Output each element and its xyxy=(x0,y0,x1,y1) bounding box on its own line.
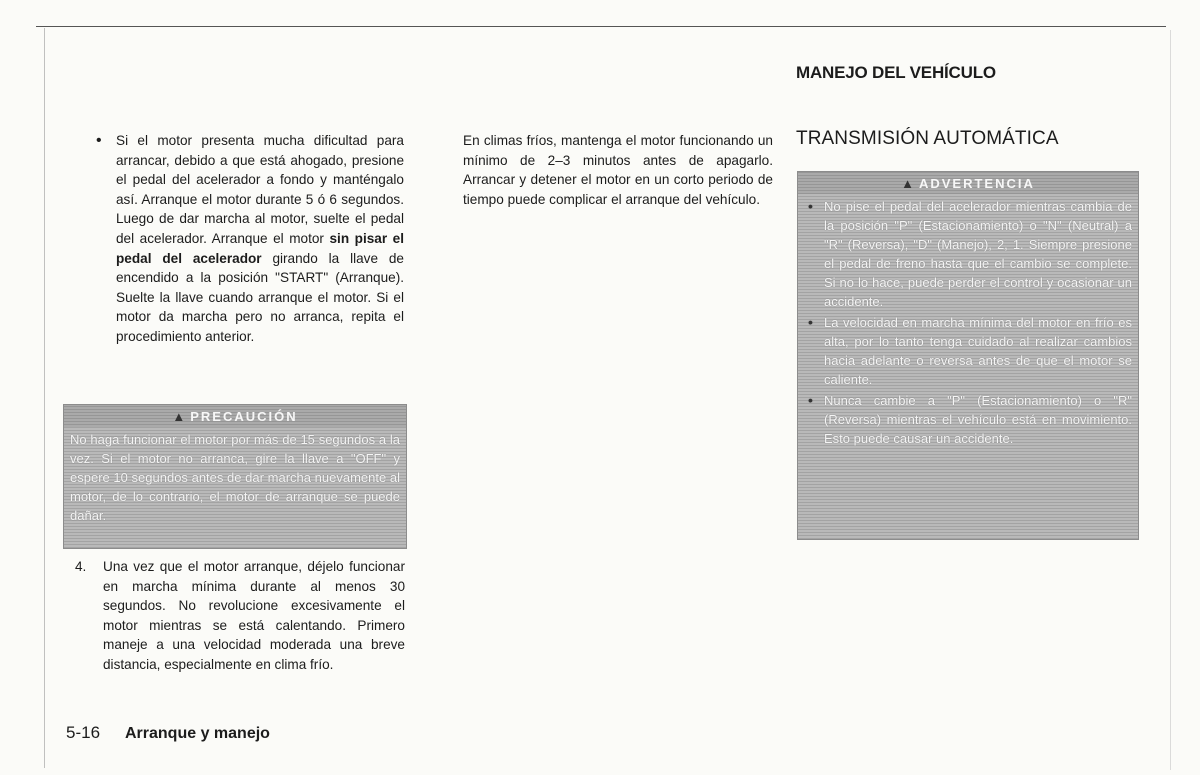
section-title: TRANSMISIÓN AUTOMÁTICA xyxy=(796,128,1059,149)
list-item-text: Una vez que el motor arranque, déjelo funcionar en marcha mínima durante al menos 30 segundos. No revolucione excesivamente el motor mientras se está calentando. Primero maneje a una velocidad moderada una breve distancia, especialmente en clima frío. xyxy=(103,559,405,672)
bullet-paragraph xyxy=(96,131,404,347)
warning-header xyxy=(798,172,1138,194)
bullet-text-end: girando la llave de encendido a la posición "START" (Arranque). Suelte la llave cuando arranque el motor. Si el motor da marcha pero no arranca, repita el procedimiento anterior. xyxy=(116,250,404,344)
page-left-edge xyxy=(44,28,45,768)
warning-triangle-icon: ▲ xyxy=(172,409,188,424)
cold-climate-paragraph: En climas fríos, mantenga el motor funcionando un mínimo de 2–3 minutos antes de apagarlo. Arrancar y detener el motor en un corto periodo de tiempo puede complicar el arranque del vehículo. xyxy=(463,133,773,207)
column-left xyxy=(96,131,404,347)
section-header: MANEJO DEL VEHÍCULO xyxy=(796,63,996,82)
caution-title: PRECAUCIÓN xyxy=(190,409,298,424)
list-item-4 xyxy=(75,557,405,675)
top-rule xyxy=(36,26,1166,27)
caution-header xyxy=(64,405,406,427)
page-right-edge xyxy=(1170,30,1171,770)
warning-title: ADVERTENCIA xyxy=(918,176,1035,191)
warning-item: • Nunca cambie a "P" (Estacionamiento) o "R" (Reversa) mientras el vehículo está en movimiento. Esto puede causar un accidente. xyxy=(804,391,1132,448)
bullet-text-start: Si el motor presenta mucha dificultad para arrancar, debido a que está ahogado, presione el pedal del acelerador a fondo y manténgalo así. Arranque el motor durante 5 ó 6 segundos. Luego de dar marcha al motor, suelte el pedal del acelerador. Arranque el motor xyxy=(116,133,404,246)
list-item-number: 4. xyxy=(75,559,87,574)
warning-item: • La velocidad en marcha mínima del motor en frío es alta, por lo tanto tenga cuidado al realizar cambios hacia adelante o reversa antes de que el motor se caliente. xyxy=(804,313,1132,389)
warning-box xyxy=(797,171,1139,540)
warning-item: • No pise el pedal del acelerador mientras cambia de la posición "P" (Estacionamiento) o "N" (Neutral) a "R" (Reversa), "D" (Manejo), 2, 1. Siempre presione el pedal de freno hasta que el cambio se complete. Si no lo hace, puede perder el control y ocasionar un accidente. xyxy=(804,197,1132,311)
chapter-title: Arranque y manejo xyxy=(125,725,270,742)
column-middle xyxy=(463,131,773,209)
warning-list xyxy=(798,194,1138,448)
caution-text: No haga funcionar el motor por más de 15 segundos a la vez. Si el motor no arranca, gire la llave a "OFF" y espere 10 segundos antes de dar marcha nuevamente al motor, de lo contrario, el motor de arranque se puede dañar. xyxy=(70,432,400,523)
bullet-text-bold: sin pisar el pedal del acelerador xyxy=(116,230,404,266)
warning-triangle-icon: ▲ xyxy=(901,176,916,191)
caution-box xyxy=(63,404,407,549)
page-number: 5-16 xyxy=(66,723,101,742)
